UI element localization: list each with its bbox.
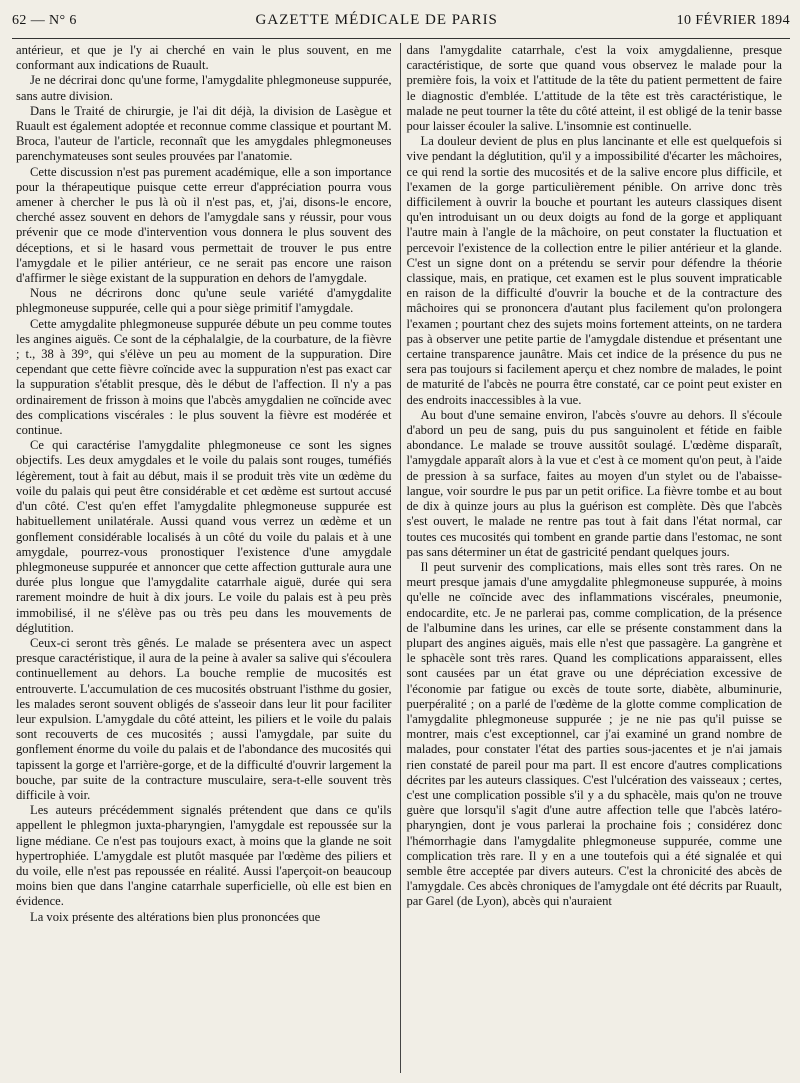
paragraph: La douleur devient de plus en plus lancinante et elle est quelquefois si vive pendant la déglutition, qu'il y a impossibilité d'écarter les mâchoires, ce qui rend la sortie des mucosités et de la salive encore plus difficile, et l'examen de la gorge particulièrement pénible. On arrive donc très difficilement à ouvrir la bouche et pourtant les auteurs classiques disent qu'en introduisant un ou deux doigts au fond de la gorge et appliquant l'autre main à l'angle de la mâchoire, on peut constater la fluctuation et percevoir l'existence de la collection entre le pilier antérieur et la glande. C'est un signe dont on a prétendu se servir pour défendre la théorie classique, mais, en pratique, cet examen est le plus souvent impraticable en raison de la difficulté d'ouvrir la bouche et de la contracture des mâchoires qui se prononcera d'autant plus facilement qu'on prolongera l'examen ; pourtant chez des sujets moins fortement atteints, on ne tardera pas à observer une petite partie de l'amygdale distendue et présentant une certaine transparence jaunâtre. Mais cet indice de la présence du pus ne sera pas toujours si facilement aperçu et chez nombre de malades, le point de maturité de l'abcès ne pourra être constaté, car ce point peut exister en des endroits inaccessibles à la vue. — [406, 134, 782, 407]
paragraph: La voix présente des altérations bien plus prononcées que — [30, 909, 321, 924]
left-column — [12, 43, 401, 1073]
right-column — [401, 43, 791, 1073]
text-columns — [12, 43, 790, 1073]
paragraph: antérieur, et que je l'y ai cherché en vain le plus souvent, en me conformant aux indications de Ruault. — [16, 43, 392, 73]
paragraph: Les auteurs précédemment signalés prétendent que dans ce qu'ils appellent le phlegmon juxta-pharyngien, l'amygdale est repoussée sur la ligne médiane. Ce n'est pas toujours exact, à moins que la glande ne soit hypertrophiée. L'amygdale est plutôt masquée par l'œdème des piliers et du voile, elle n'est pas repoussée en réalité. Aussi l'aperçoit-on beaucoup moins bien que dans l'angine catarrhale superficielle, où elle est bien en évidence. — [16, 803, 392, 909]
paragraph: Ceux-ci seront très gênés. Le malade se présentera avec un aspect presque caractéristique, il aura de la peine à avaler sa salive qui s'écoulera continuellement au dehors. La bouche remplie de mucosités est entrouverte. L'accumulation de ces mucosités obstruant l'isthme du gosier, les malades seront souvent obligés de s'asseoir dans leur lit pour faciliter leur expulsion. L'amygdale du côté atteint, les piliers et le voile du palais sont recouverts de ces mucosités ; aussi l'amygdale, par suite du gonflement énorme du voile du palais et de l'abondance des mucosités qui tapissent la gorge et l'arrière-gorge, et de la difficulté d'ouvrir largement la bouche, par suite de la contracture musculaire, sera-t-elle souvent très difficile à voir. — [16, 635, 392, 802]
journal-title: GAZETTE MÉDICALE DE PARIS — [255, 12, 498, 28]
paragraph: Nous ne décrirons donc qu'une seule variété d'amygdalite phlegmoneuse suppurée, celle qui a pour siège primitif l'amygdale. — [16, 286, 392, 316]
paragraph: Il peut survenir des complications, mais elles sont très rares. On ne meurt presque jamais d'une amygdalite phlegmoneuse suppurée, à moins qu'elle ne coïncide avec des inflammations viscérales, pneumonie, endocardite, etc. Je ne parlerai pas, comme complication, de la présence de l'albumine dans les urines, car elle se présente constamment dans la plupart des angines aiguës, mais elle n'est que passagère. La gangrène et le sphacèle sont très rares. Quand les complications apparaissent, elles sont causées par un état grave ou une dépréciation excessive de l'économie par fatigue ou excès de toute sorte, diabète, albuminurie, puerpéralité ; on a parlé de l'œdème de la glotte comme complication de l'amygdalite phlegmoneuse suppurée ; je ne nie pas qu'il puisse se montrer, mais c'est exceptionnel, car j'ai examiné un grand nombre de malades, pour constater l'état des parties sous-jacentes et je n'ai jamais rien constaté de pareil pour ma part. Il est encore d'autres complications décrites par les auteurs classiques. C'est l'ulcération des vaisseaux ; certes, c'est une complication possible s'il y a du sphacèle, mais qu'on ne trouve guère que lorsqu'il s'agit d'une autre affection telle que l'abcès latéro-pharyngien, dont je vous parlerai la prochaine fois ; considérez donc l'hémorrhagie dans l'amygdalite phlegmoneuse suppurée, comme une complication très rare. Il y en a une toutefois qui a été signalée et qui semble être acceptée par divers auteurs. C'est la chronicité des abcès de l'amygdale. Ces abcès chroniques de l'amygdale ont été décrits par Ruault, par Garel (de Lyon), abcès qui n'auraient — [406, 559, 782, 909]
paragraph: Cette amygdalite phlegmoneuse suppurée débute un peu comme toutes les angines aiguës. Ce sont de la céphalalgie, de la courbature, de la fièvre ; t., 38 à 39°, qui s'élève un peu au moment de la suppuration. Dire cependant que cette fièvre coïncide avec la suppuration n'est pas exact car la suppuration s'établit presque, dès le début de l'affection. Il n'y a pas ordinairement de frisson à moins que l'abcès amygdalien ne coïncide avec des complications viscérales : le plus souvent la fièvre est modérée et continue. — [16, 316, 392, 438]
running-head — [12, 12, 790, 36]
paragraph: dans l'amygdalite catarrhale, c'est la voix amygdalienne, presque caractéristique, de sorte que quand vous observez le malade pour la première fois, la voix et l'attitude de la tête du patient permettent de faire le diagnostic d'emblée. L'attitude de la tête est très caractéristique, le malade ne peut tourner la tête du côté atteint, il est obligé de la tenir basse pour laisser écouler la salive. L'insomnie est continuelle. — [406, 43, 782, 134]
paragraph: Cette discussion n'est pas purement académique, elle a son importance pour la thérapeutique puisque cette erreur d'appréciation pourra vous amener à chercher le pus là où il n'est pas, et, j'ai, disons-le encore, cherché assez souvent en dehors de l'amygdale sans y réussir, pour vous prévenir que ce mode d'intervention vous donnera le plus souvent des déceptions, et si le hasard vous permettait de trouver le pus entre l'amygdale et le pilier antérieur, ce ne serait pas encore une raison d'affirmer le siège existant de la suppuration en dehors de l'amygdale. — [16, 164, 392, 286]
paragraph: Dans le Traité de chirurgie, je l'ai dit déjà, la division de Lasègue et Ruault est également adoptée et reconnue comme classique et pourtant M. Broca, l'auteur de l'article, reconnaît que les amygdales phlegmoneuses parenchymateuses sont seules prouvées par l'anatomie. — [16, 103, 392, 164]
paragraph: Je ne décrirai donc qu'une forme, l'amygdalite phlegmoneuse suppurée, sans autre division. — [16, 73, 392, 103]
header-rule — [12, 38, 790, 39]
paragraph: Ce qui caractérise l'amygdalite phlegmoneuse ce sont les signes objectifs. Les deux amygdales et le voile du palais sont rouges, tuméfiés légèrement, tout à fait au début, mais il se produit très vite un œdème du voile du palais qui peut être considérable et cet œdème est surtout accusé d'un côté. C'est qu'en effet l'amygdalite phlegmoneuse suppurée est habituellement unilatérale. Aussi quand vous verrez un œdème et un gonflement considérable localisés à un côté du voile du palais et à une amygdale, pourrez-vous pronostiquer l'existence d'une amygdale phlegmoneuse suppurée et annoncer que cette affection gutturale aura une durée plus longue que l'amygdalite catarrhale aiguë, durée qui sera rarement moindre de huit à dix jours. Le voile du palais est à peu près immobilisé, il ne s'élève pas ou très peu dans les mouvements de déglutition. — [16, 438, 392, 635]
paragraph: Au bout d'une semaine environ, l'abcès s'ouvre au dehors. Il s'écoule d'abord un peu de sang, puis du pus sanguinolent et fétide en faible abondance. Le malade se trouve aussitôt soulagé. L'œdème disparaît, l'amygdale apparaît alors à la vue et c'est à ce moment qu'on peut, à l'aide de pression à sa surface, faites au moyen d'un stylet ou de l'abaisse-langue, voir sourdre le pus par un petit orifice. La fièvre tombe et au bout de dix à quinze jours au plus la guérison est complète. Dès que l'abcès s'est ouvert, le malade ne rentre pas tout à fait dans l'état normal, car toutes ces mucosités qui tombent en grande partie dans l'estomac, ne sont pas sans déterminer un état de gastricité pendant quelques jours. — [406, 407, 782, 559]
page-number: 62 — N° 6 — [12, 13, 77, 28]
issue-date: 10 FÉVRIER 1894 — [676, 13, 790, 28]
